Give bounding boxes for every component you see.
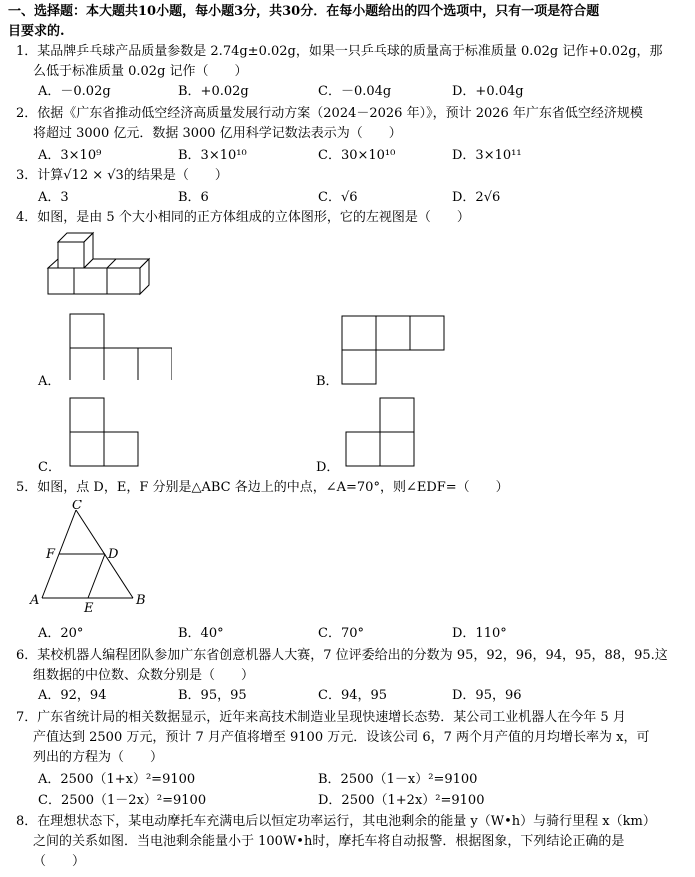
- option-b[interactable]: B．40°: [178, 626, 224, 641]
- question-text: 如图，是由 5 个大小相同的正方体组成的立体图形，它的左视图是（ ）: [37, 210, 470, 225]
- question-6-line1: [16, 646, 686, 666]
- question-8-line3: （ ）: [33, 854, 86, 869]
- section-title-line1: 一、选择题：本大题共10小题，每小题3分，共30分．在每小题给出的四个选项中，只有一项是符合题: [8, 4, 600, 19]
- question-3-options: [38, 188, 678, 208]
- question-4-option-c[interactable]: [38, 394, 238, 474]
- question-text: 在理想状态下，某电动摩托车充满电后以恒定功率运行，其电池剩余的能量 y（W•h）与骑行里程 x（km）: [37, 814, 656, 829]
- question-number: 1．: [16, 44, 38, 59]
- question-text: 某品牌乒乓球产品质量参数是 2.74g±0.02g，如果一只乒乓球的质量高于标准质量 0.02g 记作+0.02g，那: [37, 44, 663, 59]
- option-d-view-icon: [340, 394, 450, 472]
- question-5: [16, 478, 686, 498]
- label-f: F: [46, 547, 56, 562]
- label-e: E: [84, 601, 94, 616]
- option-c[interactable]: C．94，95: [318, 688, 388, 703]
- option-a[interactable]: A．92，94: [38, 688, 107, 703]
- question-1: [16, 42, 686, 82]
- cube-stack-figure: [36, 230, 176, 300]
- question-1-line1: [16, 42, 686, 62]
- option-label: B．: [316, 374, 339, 389]
- question-text: 依据《广东省推动低空经济高质量发展行动方案（2024－2026 年）》，预计 2026 年广东省低空经济规模: [37, 106, 643, 121]
- option-a[interactable]: A．－0.02g: [38, 84, 111, 99]
- question-4: [16, 208, 686, 228]
- question-7-line2: 产值达到 2500 万元，预计 7 月产值将增至 9100 万元．设该公司 6，7 两个月产值的月均增长率为 x，可: [33, 730, 650, 745]
- option-a[interactable]: A．20°: [38, 626, 84, 641]
- option-a[interactable]: A．3×10⁹: [38, 148, 102, 163]
- question-1-line2: 么低于标准质量 0.02g 记作（ ）: [33, 64, 248, 79]
- question-4-option-a[interactable]: [38, 310, 298, 390]
- option-c[interactable]: C．－0.04g: [318, 84, 392, 99]
- question-4-option-b[interactable]: [316, 310, 516, 390]
- option-d[interactable]: D．3×10¹¹: [452, 148, 522, 163]
- question-number: 6．: [16, 648, 38, 663]
- option-c[interactable]: C．√6: [318, 190, 358, 205]
- question-5-line1: [16, 478, 686, 498]
- label-b: B: [136, 593, 146, 608]
- question-4-line1: [16, 208, 686, 228]
- label-a: A: [30, 593, 40, 608]
- question-number: 2．: [16, 106, 38, 121]
- option-c[interactable]: C．70°: [318, 626, 364, 641]
- triangle-figure: [28, 500, 158, 616]
- option-b[interactable]: B．95，95: [178, 688, 247, 703]
- option-label: D．: [316, 460, 340, 475]
- question-7: [16, 708, 686, 768]
- option-b[interactable]: B．6: [178, 190, 209, 205]
- question-text: 如图，点 D，E，F 分别是△ABC 各边上的中点，∠A=70°，则∠EDF=（ ）: [37, 480, 509, 495]
- question-7-line1: [16, 708, 686, 728]
- question-7-options-row2: [38, 791, 678, 811]
- question-number: 8．: [16, 814, 38, 829]
- question-1-options: [38, 82, 678, 102]
- question-text: 计算√12 × √3的结果是（ ）: [37, 168, 228, 183]
- question-7-options-row1: [38, 770, 678, 790]
- option-a[interactable]: A．2500（1+x）²=9100: [38, 772, 196, 787]
- question-number: 3．: [16, 168, 38, 183]
- question-3-line1: [16, 166, 686, 186]
- question-6-options: [38, 686, 678, 706]
- question-8-line1: [16, 812, 686, 832]
- option-b[interactable]: B．2500（1－x）²=9100: [318, 772, 478, 787]
- option-b[interactable]: B．+0.02g: [178, 84, 249, 99]
- question-2-line1: [16, 104, 686, 124]
- question-8: [16, 812, 686, 872]
- option-d[interactable]: D．2√6: [452, 190, 501, 205]
- question-5-options: [38, 624, 678, 644]
- option-c[interactable]: C．2500（1－2x）²=9100: [38, 793, 207, 808]
- question-text: 某校机器人编程团队参加广东省创意机器人大赛，7 位评委给出的分数为 95，92，96，94，95，88，95.这: [37, 648, 668, 663]
- label-d: D: [108, 547, 119, 562]
- option-d[interactable]: D．2500（1+2x）²=9100: [318, 793, 485, 808]
- option-d[interactable]: D．95，96: [452, 688, 522, 703]
- question-2: [16, 104, 686, 144]
- question-4-option-d[interactable]: [316, 394, 516, 474]
- segment-de: [88, 554, 105, 598]
- section-heading: [8, 2, 688, 42]
- option-label: A．: [38, 374, 61, 389]
- question-2-line2: 将超过 3000 亿元．数据 3000 亿用科学记数法表示为（ ）: [33, 126, 402, 141]
- option-c-view-icon: [62, 394, 142, 472]
- question-2-options: [38, 146, 678, 166]
- option-d[interactable]: D．+0.04g: [452, 84, 524, 99]
- section-title-line2: 目要求的.: [8, 24, 65, 39]
- question-text: 广东省统计局的相关数据显示，近年来高技术制造业呈现快速增长态势．某公司工业机器人在今年 5 月: [37, 710, 626, 725]
- option-d[interactable]: D．110°: [452, 626, 507, 641]
- question-6: [16, 646, 686, 686]
- option-c[interactable]: C．30×10¹⁰: [318, 148, 396, 163]
- question-6-line2: 组数据的中位数、众数分别是（ ）: [33, 668, 255, 683]
- option-a-view-icon: [62, 310, 172, 380]
- question-number: 4．: [16, 210, 38, 225]
- label-c: C: [72, 500, 82, 513]
- question-8-line2: 之间的关系如图．当电池剩余能量小于 100W•h时，摩托车将自动报警．根据图象，下列结论正确的是: [33, 834, 625, 849]
- option-b[interactable]: B．3×10¹⁰: [178, 148, 247, 163]
- option-a[interactable]: A．3: [38, 190, 69, 205]
- question-3: [16, 166, 686, 186]
- option-label: C．: [38, 460, 61, 475]
- question-7-line3: 列出的方程为（ ）: [33, 750, 164, 765]
- option-b-view-icon: [340, 310, 460, 388]
- question-number: 7．: [16, 710, 38, 725]
- question-number: 5．: [16, 480, 38, 495]
